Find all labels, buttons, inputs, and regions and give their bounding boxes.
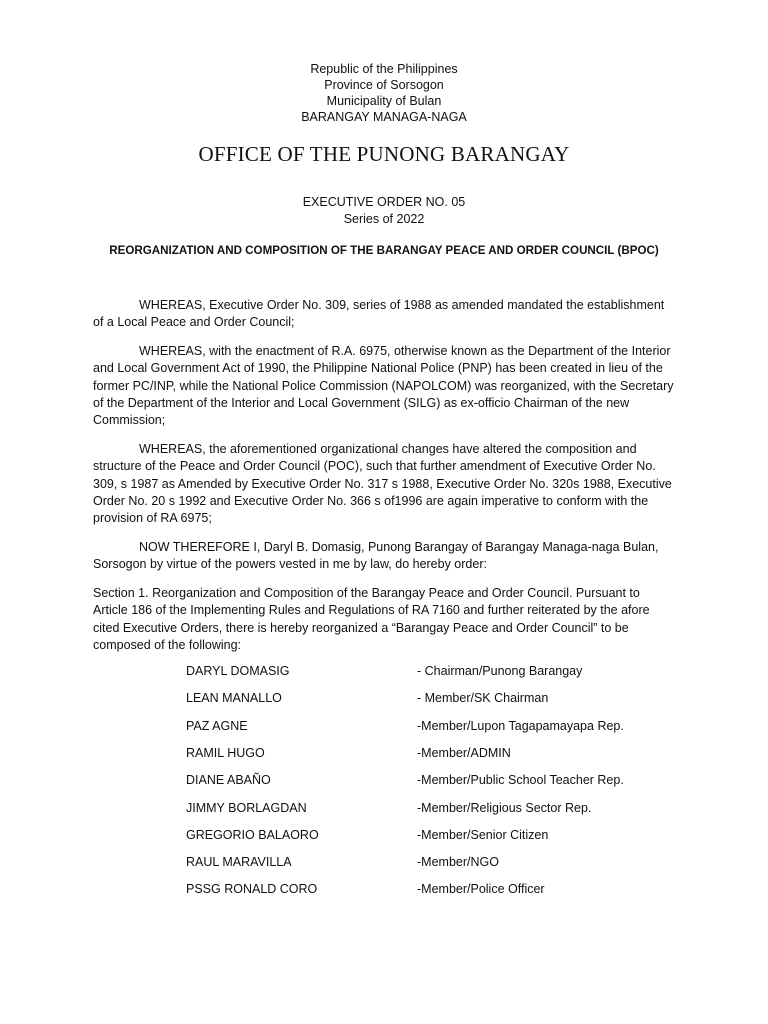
member-role: -Member/Police Officer (417, 882, 545, 896)
member-row (0, 801, 768, 819)
header-province: Province of Sorsogon (324, 78, 444, 92)
member-name: PSSG RONALD CORO (186, 882, 318, 896)
member-row (0, 773, 768, 791)
member-row (0, 746, 768, 764)
whereas-text-2: WHEREAS, with the enactment of R.A. 6975, otherwise known as the Department of the Interior and Local Government Act of 1990, the Philippine National Police (PNP) has been created in lieu of the former PC/INP, while the National Police Commission (NAPOLCOM) was reorganized, with the Secretary of the Department of the Interior and Local Government (SILG) as ex-officio Chairman of the new Commission; (93, 344, 674, 428)
member-name: LEAN MANALLO (186, 691, 282, 705)
whereas-text-1: WHEREAS, Executive Order No. 309, series of 1988 as amended mandated the establishment of a Local Peace and Order Council; (93, 298, 665, 330)
member-name: GREGORIO BALAORO (186, 828, 319, 842)
office-title: OFFICE OF THE PUNONG BARANGAY (198, 142, 570, 166)
whereas-paragraph-3 (93, 441, 675, 527)
member-row (0, 691, 768, 709)
header-barangay: BARANGAY MANAGA-NAGA (301, 110, 467, 124)
member-name: PAZ AGNE (186, 719, 248, 733)
member-role: -Member/Lupon Tagapamayapa Rep. (417, 719, 624, 733)
member-row (0, 855, 768, 873)
member-name: DIANE ABAÑO (186, 773, 271, 787)
header-municipality: Municipality of Bulan (326, 94, 442, 108)
member-role: -Member/ADMIN (417, 746, 511, 760)
order-series: Series of 2022 (343, 212, 425, 226)
order-subject: REORGANIZATION AND COMPOSITION OF THE BARANGAY PEACE AND ORDER COUNCIL (BPOC) (109, 244, 659, 257)
member-name: DARYL DOMASIG (186, 664, 290, 678)
member-name: RAMIL HUGO (186, 746, 265, 760)
member-role: -Member/Public School Teacher Rep. (417, 773, 624, 787)
member-row (0, 664, 768, 682)
order-number: EXECUTIVE ORDER NO. 05 (302, 195, 466, 209)
whereas-text-3: WHEREAS, the aforementioned organizational changes have altered the composition and structure of the Peace and Order Council (POC), such that further amendment of Executive Order No. 309, s 1987 as Amended by Executive Order No. 317 s 1988, Executive Order No. 320s 1988, Executive Order No. 20 s 1992 and Executive Order No. 366 s of1996 are again imperative to conform with the provision of RA 6975; (93, 442, 672, 526)
member-role: -Member/Senior Citizen (417, 828, 549, 842)
member-name: RAUL MARAVILLA (186, 855, 292, 869)
whereas-paragraph-1 (93, 297, 675, 332)
now-therefore-text: NOW THEREFORE I, Daryl B. Domasig, Punong Barangay of Barangay Managa-naga Bulan, Sorsogon by virtue of the powers vested in me by law, do hereby order: (93, 540, 659, 572)
now-therefore-paragraph (93, 539, 675, 574)
whereas-paragraph-2 (93, 343, 675, 429)
member-role: -Member/Religious Sector Rep. (417, 801, 592, 815)
member-row (0, 882, 768, 900)
member-role: -Member/NGO (417, 855, 499, 869)
member-role: - Member/SK Chairman (417, 691, 549, 705)
header-republic: Republic of the Philippines (310, 62, 458, 76)
member-role: - Chairman/Punong Barangay (417, 664, 583, 678)
member-name: JIMMY BORLAGDAN (186, 801, 307, 815)
section-1-paragraph: Section 1. Reorganization and Composition of the Barangay Peace and Order Council. Pursuant to Article 186 of the Implementing Rules and Regulations of RA 7160 and further reiterated by the afore cited Executive Orders, there is hereby reorganized a “Barangay Peace and Order Council” to be composed of the following: (93, 586, 650, 652)
member-row (0, 828, 768, 846)
member-row (0, 719, 768, 737)
